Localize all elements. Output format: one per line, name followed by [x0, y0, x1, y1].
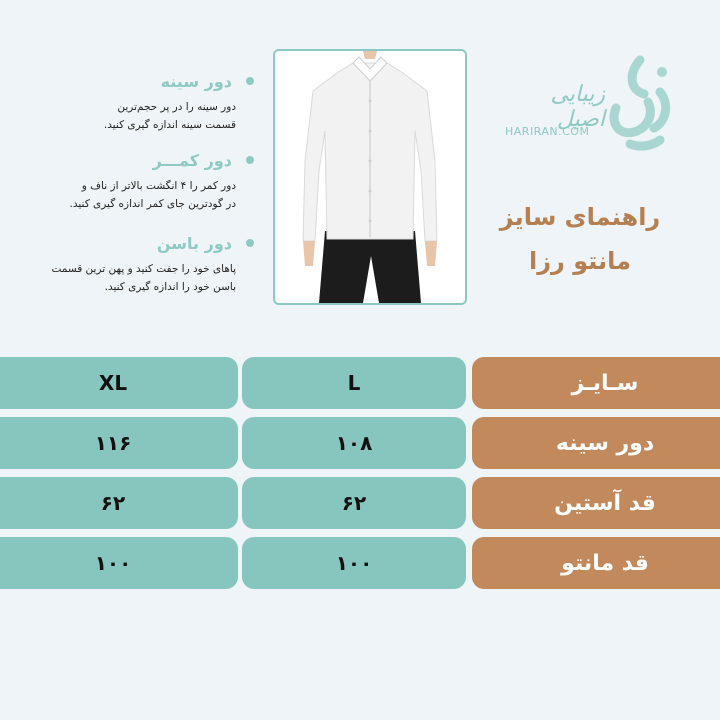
heading-line: مانتو رزا	[529, 247, 631, 275]
table-cell: ۱۰۰	[242, 537, 466, 589]
table-cell: ۶۲	[242, 477, 466, 529]
guide-text-line: دور کمر را ۴ انگشت بالاتر از ناف و	[81, 180, 236, 192]
guide-text-line: دور سینه را در پر حجم‌ترین	[117, 101, 236, 113]
header-size-l: L	[242, 357, 466, 409]
guide-title: دور کمـــر	[152, 150, 232, 170]
bullet-icon	[246, 77, 254, 85]
row-label: دور سینه	[472, 417, 720, 469]
table-cell: ۱۰۰	[0, 537, 238, 589]
brand-logo-icon	[600, 52, 680, 152]
model-illustration	[275, 51, 465, 303]
guide-item-waist	[14, 149, 254, 213]
header-size-label: سـایـز	[472, 357, 720, 409]
guide-text-line: پاهای خود را جفت کنید و پهن ترین قسمت	[51, 263, 236, 275]
brand-url: HARIRAN.COM	[505, 125, 590, 138]
guide-item-hips	[14, 232, 254, 296]
guide-text-line: باسن خود را اندازه گیری کنید.	[104, 281, 236, 293]
table-cell: ۱۰۸	[242, 417, 466, 469]
row-label: قد آستین	[472, 477, 720, 529]
table-cell: ۱۱۶	[0, 417, 238, 469]
guide-title: دور سینه	[160, 71, 232, 91]
header-size-xl: XL	[0, 357, 238, 409]
guide-item-chest	[14, 70, 254, 134]
model-photo	[273, 49, 467, 305]
brand-name: زیبایی اصیل	[550, 82, 605, 132]
bullet-icon	[246, 239, 254, 247]
heading-line: راهنمای سایز	[499, 203, 661, 231]
row-label: قد مانتو	[472, 537, 720, 589]
guide-text-line: قسمت سینه اندازه گیری کنید.	[103, 119, 236, 131]
table-cell: ۶۲	[0, 477, 238, 529]
size-guide-heading	[480, 195, 680, 283]
bullet-icon	[246, 156, 254, 164]
guide-text-line: در گودترین جای کمر اندازه گیری کنید.	[69, 198, 236, 210]
guide-title: دور باسن	[156, 233, 232, 253]
